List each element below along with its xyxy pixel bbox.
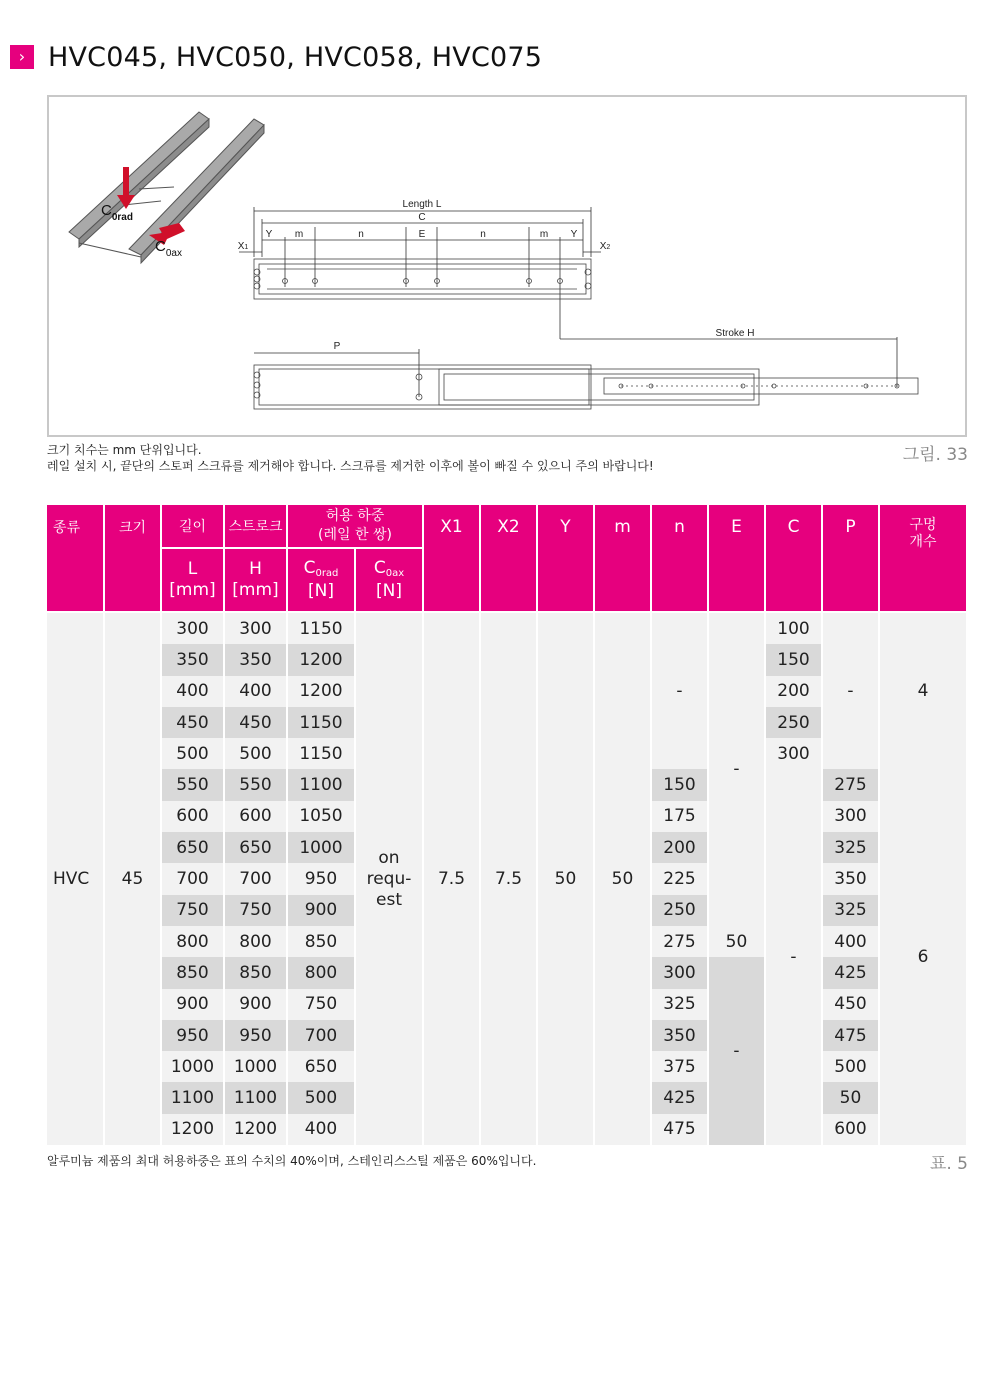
col-x1: X1 (424, 505, 479, 613)
cell-n: 300 (652, 957, 707, 988)
cell-c0rad: 1200 (288, 644, 354, 675)
p-label: P (333, 341, 341, 352)
table-row (47, 613, 966, 644)
cell-p: 600 (823, 1114, 878, 1145)
unit-c0ax (356, 549, 422, 613)
cell-size: 45 (105, 613, 160, 1145)
cell-l: 750 (162, 895, 223, 926)
cell-n: 425 (652, 1082, 707, 1113)
cell-c: 250 (766, 707, 821, 738)
cell-e-bottom: - (709, 957, 764, 1145)
cell-h: 350 (225, 644, 286, 675)
unit-h-symbol: H (249, 559, 262, 579)
cell-c0rad: 500 (288, 1082, 354, 1113)
cell-p: 300 (823, 801, 878, 832)
cell-x1: 7.5 (424, 613, 479, 1145)
cell-c0rad: 1050 (288, 801, 354, 832)
col-type: 종류 (47, 505, 103, 613)
cell-c: 100 (766, 613, 821, 644)
cell-n: 275 (652, 926, 707, 957)
cell-n: 350 (652, 1020, 707, 1051)
n-right-label: n (480, 229, 486, 240)
dimension-drawing (47, 95, 967, 437)
cell-c0rad: 650 (288, 1051, 354, 1082)
cell-l: 1000 (162, 1051, 223, 1082)
cell-p: 350 (823, 863, 878, 894)
cell-p: 475 (823, 1020, 878, 1051)
x2-sub: 2 (606, 244, 611, 251)
cell-c0ax (356, 613, 422, 1145)
c0ax-line2: requ- (366, 868, 412, 889)
unit-l (162, 549, 223, 613)
unit-h-mm: [mm] (232, 580, 279, 600)
cell-c0rad: 1150 (288, 613, 354, 644)
c0ax-sub: 0ax (165, 248, 182, 259)
note-stopper: 레일 설치 시, 끝단의 스토퍼 스크류를 제거해야 합니다. 스크류를 제거한 이후에 볼이 빠질 수 있으니 주의 바랍니다! (47, 459, 654, 473)
cell-m: 50 (595, 613, 650, 1145)
cell-h: 650 (225, 832, 286, 863)
cell-p: 50 (823, 1082, 878, 1113)
cell-h: 700 (225, 863, 286, 894)
cell-type: HVC (47, 613, 103, 1145)
c0ax-label: C (155, 238, 166, 255)
cell-h: 950 (225, 1020, 286, 1051)
col-n: n (652, 505, 707, 613)
c-dim-label: C (418, 212, 426, 223)
col-holes (880, 505, 966, 613)
cell-l: 300 (162, 613, 223, 644)
rail-extended-view (254, 365, 918, 409)
cell-x2: 7.5 (481, 613, 536, 1145)
cell-y: 50 (538, 613, 593, 1145)
cell-c0rad: 850 (288, 926, 354, 957)
cell-c0rad: 950 (288, 863, 354, 894)
cell-l: 900 (162, 989, 223, 1020)
svg-text:C0ax (155, 238, 182, 259)
cell-h: 550 (225, 769, 286, 800)
col-e: E (709, 505, 764, 613)
cell-c0rad: 1150 (288, 707, 354, 738)
cell-n-top: - (652, 613, 707, 769)
y-right-label: Y (570, 229, 578, 240)
cell-c0rad: 800 (288, 957, 354, 988)
cell-p: 325 (823, 832, 878, 863)
m-left-label: m (294, 229, 304, 240)
cell-l: 450 (162, 707, 223, 738)
cell-p: 450 (823, 989, 878, 1020)
cell-l: 600 (162, 801, 223, 832)
cell-h: 1100 (225, 1082, 286, 1113)
cell-h: 450 (225, 707, 286, 738)
spec-table (45, 505, 968, 1145)
cell-n: 225 (652, 863, 707, 894)
figure-number: 그림. 33 (902, 445, 968, 465)
unit-c0rad (288, 549, 354, 613)
svg-text:X2 (600, 241, 611, 252)
cell-h: 400 (225, 676, 286, 707)
cell-l: 1200 (162, 1114, 223, 1145)
c0rad-sub: 0rad (111, 212, 133, 223)
cell-c: 150 (766, 644, 821, 675)
c0ax-line3: est (376, 889, 402, 910)
unit-h (225, 549, 286, 613)
cell-h: 750 (225, 895, 286, 926)
cell-c0rad: 1100 (288, 769, 354, 800)
c0ax-line1: on (378, 847, 400, 868)
cell-l: 350 (162, 644, 223, 675)
rail-illustration (69, 112, 264, 263)
col-load (288, 505, 422, 549)
cell-h: 500 (225, 738, 286, 769)
e-label: E (418, 229, 426, 240)
col-load-line2: (레일 한 쌍) (318, 527, 392, 543)
cell-c0rad: 1200 (288, 676, 354, 707)
unit-c0ax-n: [N] (376, 581, 402, 601)
note-units: 크기 치수는 mm 단위입니다. (47, 443, 202, 457)
cell-h: 800 (225, 926, 286, 957)
col-p: P (823, 505, 878, 613)
cell-c0rad: 900 (288, 895, 354, 926)
cell-holes-bottom: 6 (880, 769, 966, 1145)
cell-n: 150 (652, 769, 707, 800)
notes (47, 442, 654, 474)
dimension-lines (239, 207, 897, 397)
cell-l: 800 (162, 926, 223, 957)
cell-c0rad: 1000 (288, 832, 354, 863)
n-left-label: n (358, 229, 364, 240)
x2-label: X (599, 241, 607, 252)
length-label: Length L (402, 199, 442, 210)
cell-c-bottom: - (766, 769, 821, 1145)
cell-h: 300 (225, 613, 286, 644)
col-m: m (595, 505, 650, 613)
table-number: 표. 5 (929, 1154, 968, 1174)
cell-n: 250 (652, 895, 707, 926)
cell-p: 325 (823, 895, 878, 926)
col-x2: X2 (481, 505, 536, 613)
cell-p: 425 (823, 957, 878, 988)
table-footnote: 알루미늄 제품의 최대 허용하중은 표의 수치의 40%이며, 스테인리스스틸 제품은 60%입니다. (47, 1154, 537, 1168)
cell-c0rad: 700 (288, 1020, 354, 1051)
cell-c0rad: 400 (288, 1114, 354, 1145)
col-size: 크기 (105, 505, 160, 613)
cell-l: 700 (162, 863, 223, 894)
cell-n: 375 (652, 1051, 707, 1082)
col-stroke: 스트로크 (225, 505, 286, 549)
cell-p: 500 (823, 1051, 878, 1082)
svg-text:X1 (238, 241, 249, 252)
cell-h: 850 (225, 957, 286, 988)
unit-l-mm: [mm] (169, 580, 216, 600)
col-c: C (766, 505, 821, 613)
cell-c: 200 (766, 676, 821, 707)
cell-l: 500 (162, 738, 223, 769)
x1-label: X (237, 241, 245, 252)
col-length: 길이 (162, 505, 223, 549)
cell-e-top: - (709, 613, 764, 926)
cell-l: 550 (162, 769, 223, 800)
unit-c0rad-sub: 0rad (315, 568, 339, 579)
chevron-right-icon: › (10, 45, 34, 69)
cell-p: 400 (823, 926, 878, 957)
col-holes-line1: 구멍 (909, 517, 937, 533)
stroke-label: Stroke H (715, 328, 755, 339)
cell-l: 950 (162, 1020, 223, 1051)
unit-c0ax-symbol: C (373, 558, 386, 578)
cell-c0rad: 750 (288, 989, 354, 1020)
unit-c0rad-n: [N] (308, 581, 334, 601)
unit-l-symbol: L (187, 559, 198, 579)
unit-c0rad-symbol: C (303, 558, 316, 578)
cell-c: 300 (766, 738, 821, 769)
cell-l: 1100 (162, 1082, 223, 1113)
cell-c0rad: 1150 (288, 738, 354, 769)
drawing-svg (49, 97, 965, 435)
cell-n: 475 (652, 1114, 707, 1145)
cell-n: 175 (652, 801, 707, 832)
rail-top-view (254, 259, 591, 299)
col-holes-line2: 개수 (909, 534, 937, 550)
cell-h: 1000 (225, 1051, 286, 1082)
cell-h: 900 (225, 989, 286, 1020)
col-load-line1: 허용 하중 (325, 508, 385, 524)
m-right-label: m (539, 229, 549, 240)
cell-p: 275 (823, 769, 878, 800)
col-y: Y (538, 505, 593, 613)
cell-l: 650 (162, 832, 223, 863)
cell-h: 600 (225, 801, 286, 832)
cell-l: 400 (162, 676, 223, 707)
cell-holes-top: 4 (880, 613, 966, 769)
x1-sub: 1 (244, 244, 249, 251)
cell-n: 200 (652, 832, 707, 863)
unit-c0ax-sub: 0ax (385, 568, 405, 579)
cell-e-mid: 50 (709, 926, 764, 957)
page-title: HVC045, HVC050, HVC058, HVC075 (48, 42, 543, 73)
c0rad-label: C (101, 202, 112, 219)
y-left-label: Y (265, 229, 273, 240)
cell-n: 325 (652, 989, 707, 1020)
cell-l: 850 (162, 957, 223, 988)
cell-p-top: - (823, 613, 878, 769)
cell-h: 1200 (225, 1114, 286, 1145)
